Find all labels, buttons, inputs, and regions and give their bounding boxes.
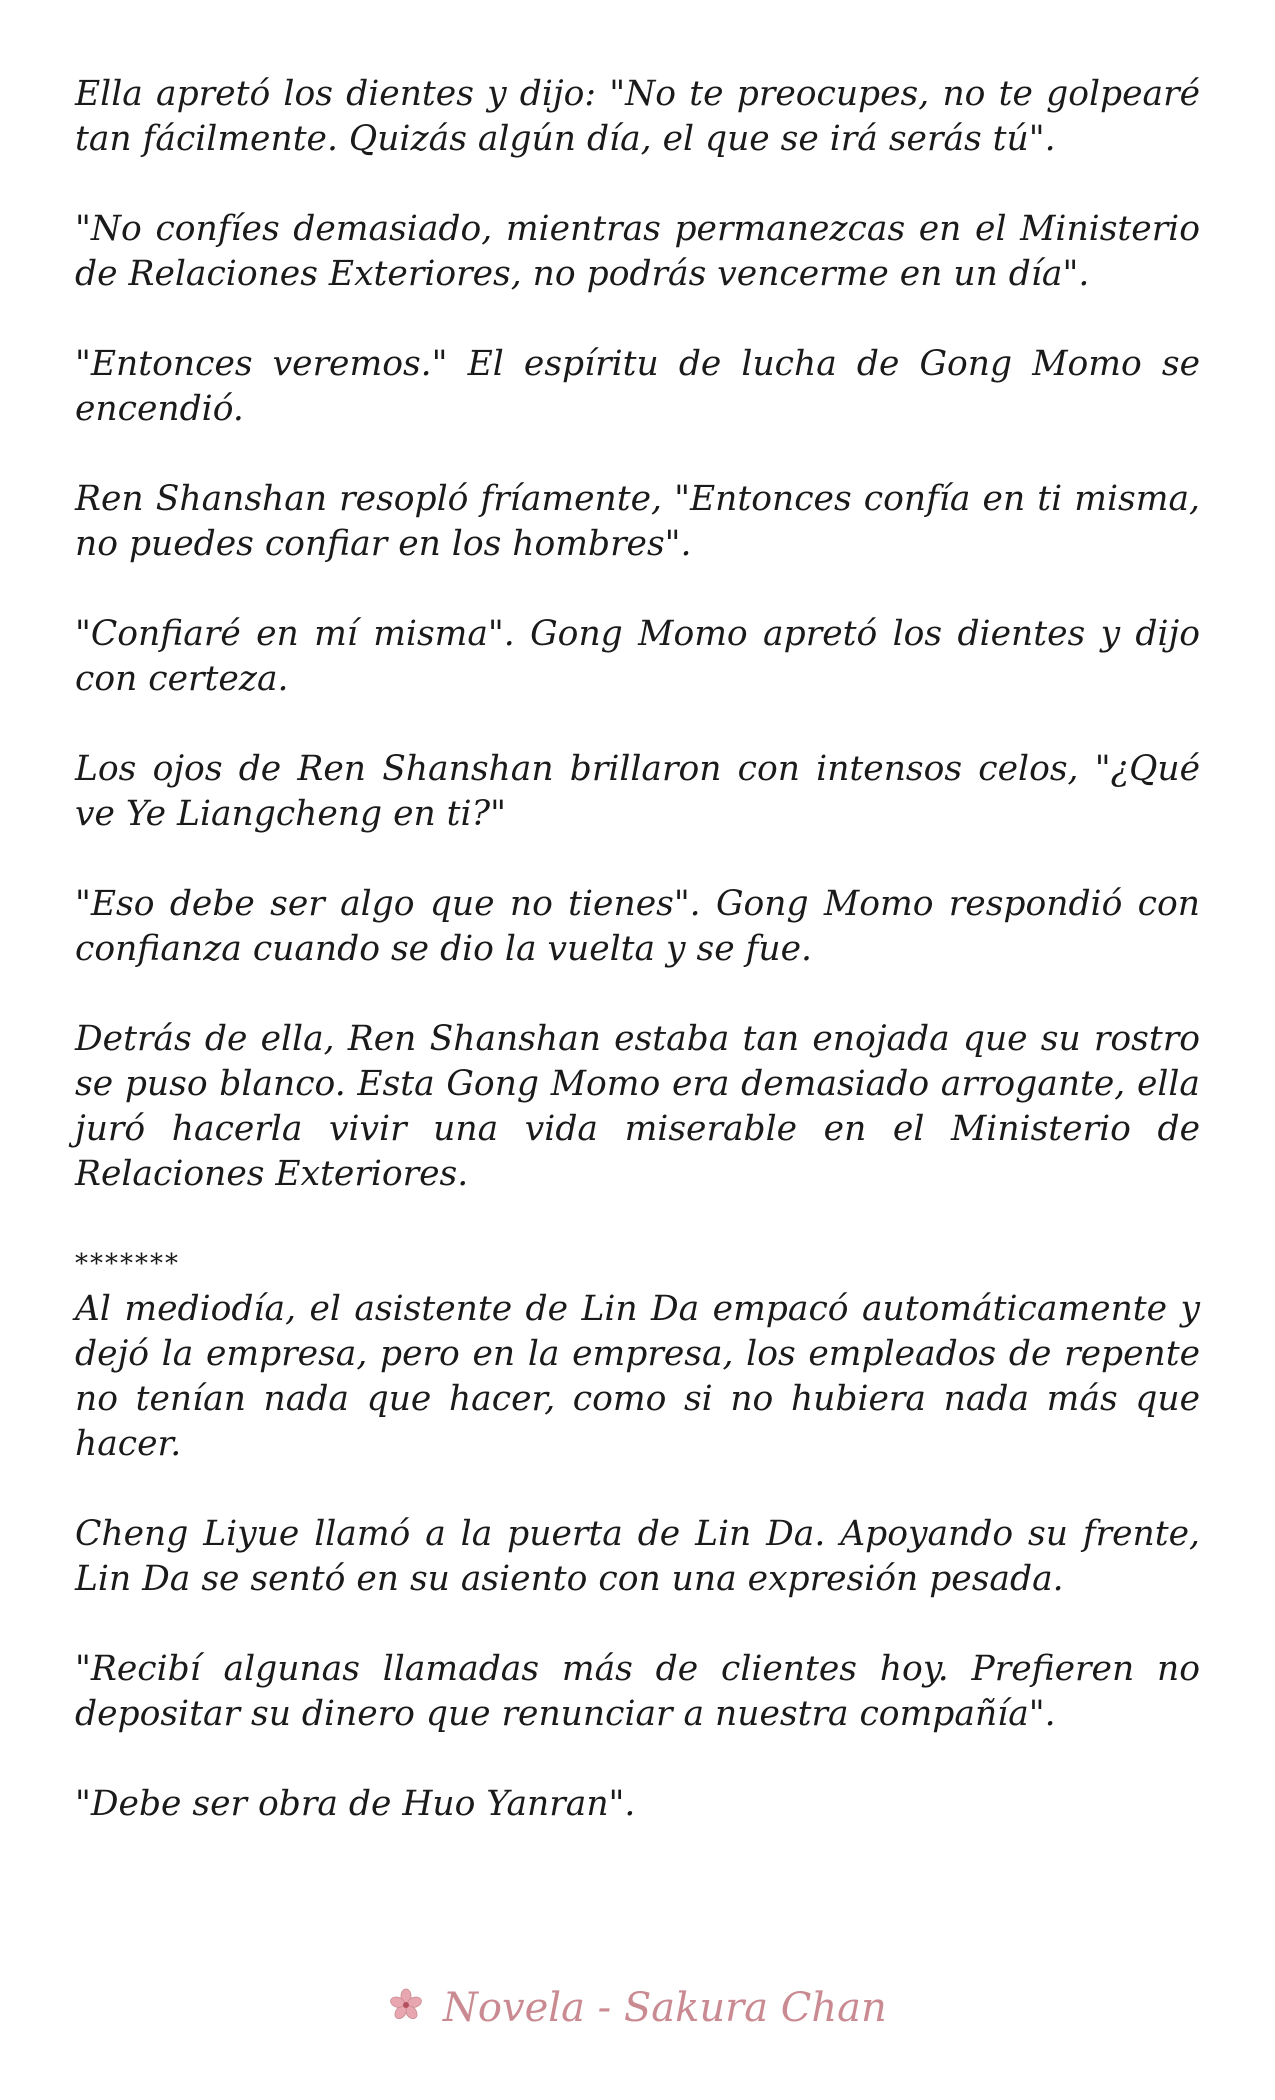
paragraph-2: "No confíes demasiado, mientras permanezcas en el Ministerio de Relaciones Exteriores, no podrás vencerme en un día". (75, 209, 1200, 294)
paragraph-4: Ren Shanshan resopló fríamente, "Entonces confía en ti misma, no puedes confiar en los hombres". (75, 479, 1200, 564)
paragraph-5: "Confiaré en mí misma". Gong Momo apretó los dientes y dijo con certeza. (75, 614, 1200, 699)
paragraph-6: Los ojos de Ren Shanshan brillaron con intensos celos, "¿Qué ve Ye Liangcheng en ti?" (75, 749, 1200, 834)
paragraph-12: "Debe ser obra de Huo Yanran". (75, 1784, 636, 1824)
scene-separator: ******* (75, 1249, 180, 1279)
paragraph-1: Ella apretó los dientes y dijo: "No te preocupes, no te golpearé tan fácilmente. Quizás algún día, el que se irá serás tú". (75, 74, 1200, 159)
sakura-flower-icon (388, 1987, 424, 2023)
paragraph-8: Detrás de ella, Ren Shanshan estaba tan enojada que su rostro se puso blanco. Esta Gong Momo era demasiado arrogante, ella juró hacerla vivir una vida miserable en el Ministerio de Relaciones Exteriores. (75, 1019, 1200, 1194)
paragraph-11: "Recibí algunas llamadas más de clientes hoy. Prefieren no depositar su dinero que renunciar a nuestra compañía". (75, 1649, 1200, 1734)
document-body (75, 72, 1200, 1827)
paragraph-9: Al mediodía, el asistente de Lin Da empacó automáticamente y dejó la empresa, pero en la empresa, los empleados de repente no tenían nada que hacer, como si no hubiera nada más que hacer. (75, 1289, 1200, 1464)
paragraph-7: "Eso debe ser algo que no tienes". Gong Momo respondió con confianza cuando se dio la vuelta y se fue. (75, 884, 1200, 969)
paragraph-10: Cheng Liyue llamó a la puerta de Lin Da. Apoyando su frente, Lin Da se sentó en su asiento con una expresión pesada. (75, 1514, 1200, 1599)
watermark-text: Novela - Sakura Chan (442, 1985, 887, 2031)
watermark (0, 1985, 1275, 2031)
paragraph-3: "Entonces veremos." El espíritu de lucha de Gong Momo se encendió. (75, 344, 1200, 429)
